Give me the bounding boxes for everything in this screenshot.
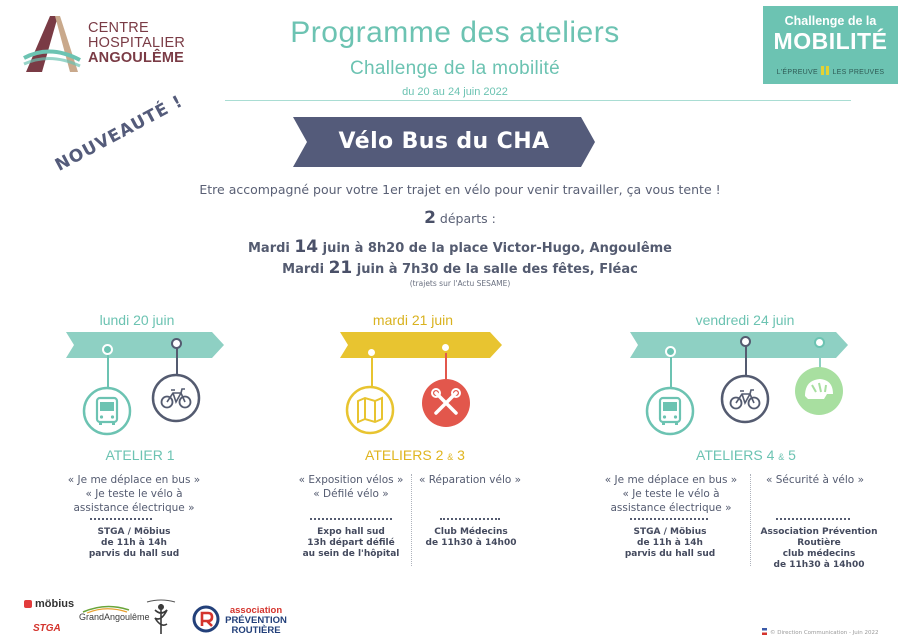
info-line: STGA / Möbius	[633, 527, 707, 537]
desc-line: « Je teste le vélo à	[85, 488, 183, 500]
atelier-4-description	[589, 473, 753, 515]
badge-tag-left: L'ÉPREUVE	[776, 69, 818, 76]
grand-angouleme-text: GrandAngoulême	[79, 612, 150, 622]
desc-line: « Je me déplace en bus »	[67, 474, 201, 486]
tools-icon	[421, 378, 471, 428]
timeline-pin	[665, 346, 676, 357]
desc-line: « Je me déplace en bus »	[604, 474, 738, 486]
atelier-2-3-ampersand: &	[447, 452, 454, 462]
atelier-2-3-label: ATELIERS 2	[365, 447, 444, 463]
info-line: Expo hall sud	[317, 527, 385, 537]
day-arrow-monday	[66, 332, 224, 358]
info-line: 13h départ défilé	[307, 538, 395, 548]
dotted-divider	[630, 518, 708, 520]
departure-1-day: 14	[294, 237, 319, 257]
atelier-4-info	[592, 527, 748, 560]
page-subtitle: Challenge de la mobilité	[350, 58, 560, 79]
departure-1	[180, 237, 740, 257]
departure-2-day: 21	[328, 258, 353, 278]
velo-bus-banner	[293, 117, 595, 167]
map-icon	[345, 385, 395, 435]
desc-line: assistance électrique »	[610, 502, 732, 514]
dotted-divider	[440, 518, 500, 520]
info-line: parvis du hall sud	[624, 549, 716, 559]
bike-icon	[720, 374, 770, 424]
atelier-3-info	[410, 527, 532, 549]
dotted-divider	[90, 518, 152, 520]
timeline-pin	[366, 347, 377, 358]
club-medecins-logo-icon	[143, 598, 179, 638]
grand-angouleme-logo	[79, 612, 150, 622]
timeline-pin	[814, 337, 825, 348]
info-line: club médecins	[782, 549, 856, 559]
timeline-pin	[740, 336, 751, 347]
departure-2-prefix: Mardi	[282, 262, 329, 277]
departure-2	[180, 258, 740, 278]
departure-note: (trajets sur l'Actu SESAME)	[409, 279, 511, 288]
badge-tag-right: LES PREUVES	[832, 69, 885, 76]
prev-line-1: association	[229, 605, 283, 616]
timeline-pin	[440, 342, 451, 353]
prevention-routiere-logo	[221, 606, 291, 636]
day-label-monday: lundi 20 juin	[99, 312, 175, 328]
departs-number: 2	[424, 208, 436, 228]
atelier-5-description	[750, 473, 880, 487]
stem-line	[445, 350, 447, 380]
prev-line-2: PRÉVENTION	[225, 615, 287, 626]
atelier-1-title: ATELIER 1	[105, 447, 175, 463]
info-line: de 11h30 à 14h00	[425, 538, 517, 548]
info-line: de 11h30 à 14h00	[773, 560, 865, 570]
column-separator	[750, 474, 751, 566]
atelier-2-description	[288, 473, 414, 501]
helmet-icon	[794, 366, 844, 416]
atelier-1-description	[54, 473, 214, 515]
hospital-logo	[22, 14, 202, 74]
day-label-tuesday: mardi 21 juin	[372, 312, 454, 328]
timeline-pin	[102, 344, 113, 355]
timeline-pin	[171, 338, 182, 349]
atelier-5-info	[752, 527, 886, 571]
atelier-2-3-title	[330, 447, 500, 463]
badge-tagline	[763, 66, 898, 76]
logo-line-1: CENTRE	[88, 20, 149, 36]
bike-icon	[151, 373, 201, 423]
logo-line-3: ANGOULÊME	[88, 50, 185, 66]
atelier-3-description	[410, 473, 530, 487]
info-line: Association Prévention	[760, 527, 878, 537]
credit-text: © Direction Communication - Juin 2022	[770, 630, 879, 636]
logo-line-2: HOSPITALIER	[88, 35, 186, 51]
info-line: de 11h à 14h	[637, 538, 703, 548]
mobius-mark-icon	[24, 600, 32, 608]
hospital-logo-mark-icon	[22, 14, 84, 74]
prev-line-3: ROUTIÈRE	[231, 625, 281, 636]
day-arrow-tuesday	[340, 332, 502, 358]
desc-line: « Sécurité à vélo »	[765, 474, 864, 486]
desc-line: « Défilé vélo »	[313, 488, 389, 500]
challenge-mobilite-logo	[763, 6, 898, 84]
nouveaute-sticker: NOUVEAUTÉ !	[52, 91, 187, 176]
badge-line-1: Challenge de la	[784, 14, 877, 28]
page-title: Programme des ateliers	[290, 16, 620, 49]
prevention-routiere-mark-icon	[192, 605, 220, 637]
intro-question: Etre accompagné pour votre 1er trajet en vélo pour venir travailler, ça vous tente !	[199, 182, 721, 197]
atelier-2-3-label2: 3	[457, 447, 465, 463]
mobius-logo	[24, 598, 74, 610]
desc-line: « Je teste le vélo à	[622, 488, 720, 500]
grand-angouleme-mark-icon	[81, 604, 131, 614]
atelier-4-5-label2: 5	[788, 447, 796, 463]
info-line: parvis du hall sud	[88, 549, 180, 559]
info-line: au sein de l'hôpital	[302, 549, 400, 559]
atelier-4-5-ampersand: &	[778, 452, 785, 462]
departure-1-details: juin à 8h20 de la place Victor-Hugo, Angoulême	[318, 241, 672, 256]
bus-icon	[82, 386, 132, 436]
info-line: Routière	[797, 538, 841, 548]
desc-line: « Réparation vélo »	[418, 474, 522, 486]
banner-title: Vélo Bus du CHA	[338, 129, 550, 154]
event-dates: du 20 au 24 juin 2022	[402, 86, 508, 98]
credit-line	[762, 628, 879, 636]
desc-line: « Exposition vélos »	[298, 474, 404, 486]
departure-1-prefix: Mardi	[248, 241, 295, 256]
info-line: Club Médecins	[434, 527, 508, 537]
departure-2-details: juin à 7h30 de la salle des fêtes, Fléac	[352, 262, 638, 277]
dotted-divider	[776, 518, 850, 520]
stem-line	[819, 346, 821, 368]
header-divider	[225, 100, 851, 101]
desc-line: assistance électrique »	[73, 502, 195, 514]
mobius-text: möbius	[35, 598, 75, 610]
info-line: de 11h à 14h	[101, 538, 167, 548]
atelier-4-5-label: ATELIERS 4	[696, 447, 775, 463]
departs-count	[340, 208, 580, 228]
atelier-4-5-title	[666, 447, 826, 463]
info-line: STGA / Möbius	[97, 527, 171, 537]
atelier-2-info	[290, 527, 412, 560]
flag-icon	[762, 628, 767, 635]
badge-line-2: MOBILITÉ	[773, 28, 888, 54]
stga-logo: STGA	[33, 623, 61, 634]
bus-icon	[645, 386, 695, 436]
departs-label: départs :	[439, 211, 496, 226]
dotted-divider	[310, 518, 392, 520]
day-label-friday: vendredi 24 juin	[695, 312, 795, 328]
atelier-1-info	[54, 527, 214, 560]
